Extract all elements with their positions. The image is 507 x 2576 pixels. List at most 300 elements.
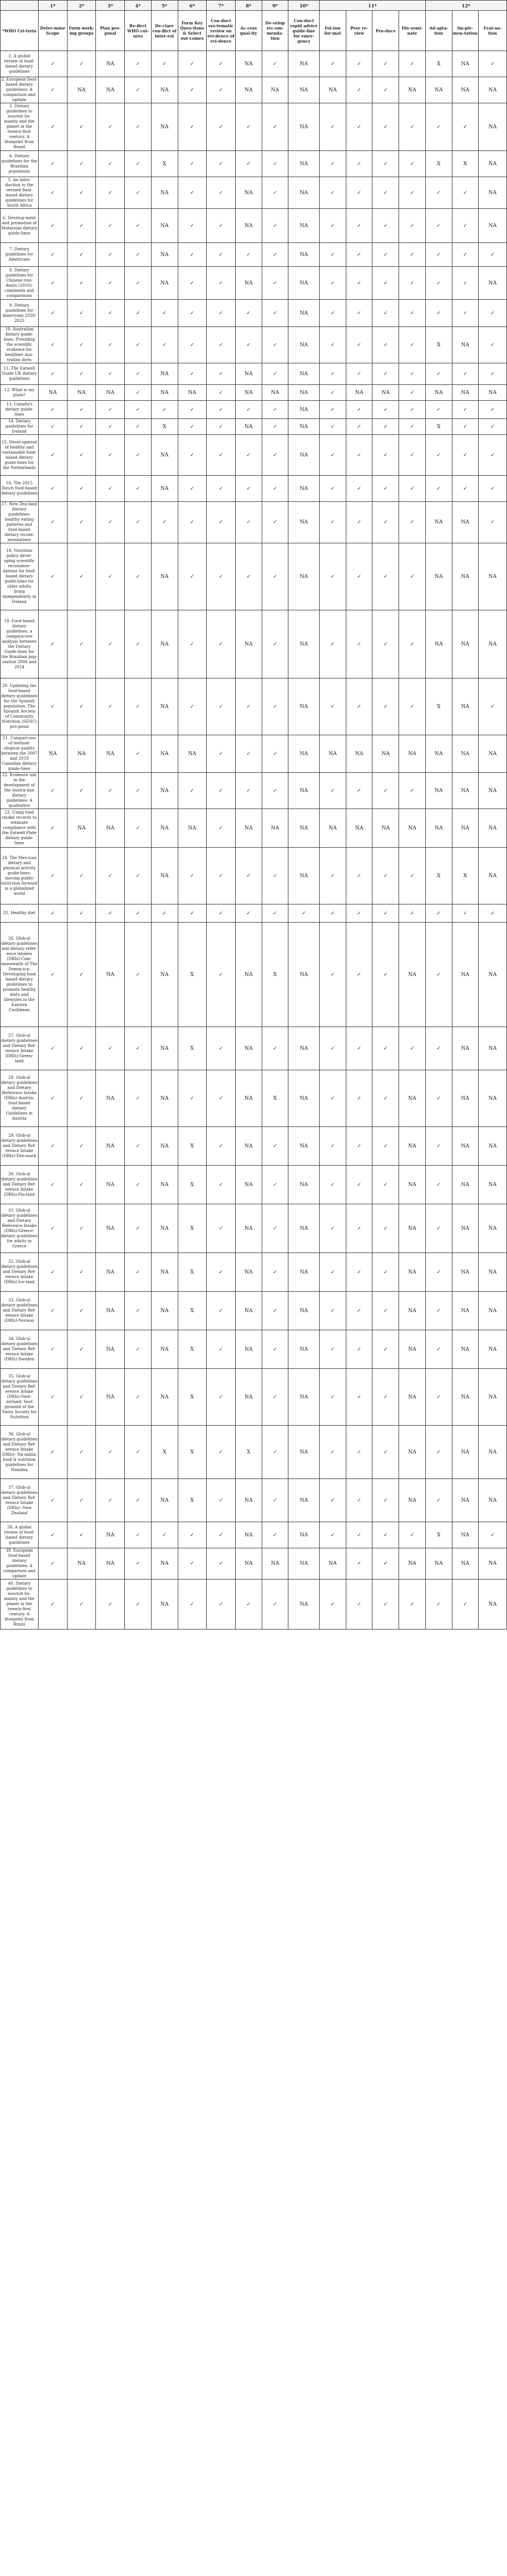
criteria-cell: ✓ [425,209,452,243]
criteria-cell: ✓ [320,678,346,735]
guideline-cell: 23. Using food intake records to estimate compliance with the Eatwell Plate dietary guide-lines [1,809,39,848]
header-number-10: 10* [288,1,320,11]
criteria-cell: ✓ [399,610,426,678]
table-row [1,809,507,848]
criteria-cell: ✓ [125,1522,152,1548]
criteria-cell: ✓ [67,476,96,502]
criteria-cell: ✓ [207,435,236,476]
criteria-cell: ✓ [346,419,372,435]
criteria-cell: NA [452,1253,479,1292]
criteria-cell: ✓ [67,1166,96,1204]
guideline-cell: 12. What is my plate? [1,385,39,401]
criteria-cell: NA [67,809,96,848]
criteria-cell: ✓ [346,209,372,243]
criteria-cell: ✓ [125,1580,152,1630]
criteria-cell: ✓ [235,678,262,735]
criteria-cell: NA [288,502,320,543]
criteria-cell: NA [479,103,507,151]
criteria-cell: ✓ [96,363,125,385]
criteria-cell: NA [288,848,320,904]
criteria-cell: ✓ [207,678,236,735]
criteria-cell: NA [372,735,399,773]
criteria-cell: ✓ [38,103,67,151]
criteria-cell: NA [479,1253,507,1292]
criteria-cell: ✓ [96,419,125,435]
criteria-cell: NA [288,773,320,809]
criteria-cell: NA [320,77,346,103]
criteria-cell: NA [178,385,207,401]
criteria-cell: ✓ [452,267,479,300]
table-row [1,1253,507,1292]
criteria-cell: ✓ [372,476,399,502]
criteria-cell: ✓ [262,151,288,177]
criteria-cell: X [178,1253,207,1292]
criteria-cell: ✓ [38,151,67,177]
criteria-cell: ✓ [207,1070,236,1127]
criteria-cell: ✓ [235,543,262,610]
criteria-cell: ✓ [320,502,346,543]
criteria-cell: NA [479,151,507,177]
criteria-cell: ✓ [320,243,346,267]
table-row [1,543,507,610]
guideline-cell: 33. Glob-al dietary guidelines and Dietary Ref-erence Intake (DRIs)-Norway [1,1292,39,1330]
criteria-cell: ✓ [96,904,125,923]
criteria-cell: ✓ [125,1253,152,1292]
criteria-cell: ✓ [207,151,236,177]
criteria-cell: ✓ [320,1479,346,1522]
header-number-1: 1* [38,1,67,11]
criteria-cell: ✓ [207,610,236,678]
table-row [1,1548,507,1580]
criteria-cell: ✓ [178,435,207,476]
column-header-develop-recommendation: De-velop rec-om-menda-tion [262,11,288,51]
criteria-cell: ✓ [38,419,67,435]
criteria-cell: ✓ [452,401,479,419]
guideline-cell: 16. The 2015 Dutch food-based dietary guidelines [1,476,39,502]
criteria-cell: ✓ [207,419,236,435]
criteria-cell: X [262,923,288,1027]
criteria-cell: ✓ [399,103,426,151]
criteria-cell: ✓ [125,51,152,77]
criteria-cell: ✓ [262,1479,288,1522]
criteria-cell: ✓ [207,363,236,385]
guideline-cell: 2. European food-based dietary guidelines: A comparison and update [1,77,37,102]
criteria-cell: X [425,151,452,177]
criteria-cell: ✓ [67,610,96,678]
criteria-cell: ✓ [67,435,96,476]
criteria-cell: ✓ [125,103,152,151]
criteria-cell: X [178,1027,207,1070]
criteria-cell: X [178,1292,207,1330]
criteria-cell: ✓ [125,1479,152,1522]
table-row [1,419,507,435]
criteria-cell: ✓ [346,51,372,77]
criteria-cell: ✓ [425,1204,452,1253]
criteria-cell: ✓ [207,1204,236,1253]
criteria-cell: NA [235,209,262,243]
criteria-cell: NA [262,77,288,103]
table-row [1,151,507,177]
guideline-cell: 22. Evidence use in the development of the Austra-lian dietary guidelines: A qualitative [1,773,39,809]
criteria-cell: ✓ [399,1522,426,1548]
criteria-cell: NA [151,1330,178,1369]
criteria-cell: NA [96,1522,125,1548]
criteria-cell: ✓ [399,300,426,327]
criteria-cell: ✓ [38,209,67,243]
criteria-cell: NA [346,385,372,401]
criteria-cell: NA [399,1330,426,1369]
criteria-cell: ✓ [479,476,507,502]
guideline-cell: 39. European food-based dietary guidelines: A comparison and update [1,1548,39,1580]
criteria-cell: ✓ [67,543,96,610]
criteria-cell: ✓ [96,327,125,363]
criteria-cell: ✓ [207,1522,236,1548]
criteria-cell: X [425,51,452,77]
table-row [1,1127,507,1166]
criteria-cell: ✓ [178,1070,207,1127]
header-number-12: 12* [425,1,506,11]
criteria-cell: ✓ [262,904,288,923]
criteria-cell: ✓ [372,848,399,904]
criteria-cell: ✓ [320,543,346,610]
criteria-cell: ✓ [346,401,372,419]
criteria-cell: ✓ [207,1166,236,1204]
criteria-cell: X [178,923,207,1027]
criteria-cell: NA [479,1166,507,1204]
table-row [1,300,507,327]
criteria-cell: ✓ [235,300,262,327]
criteria-cell: ✓ [125,327,152,363]
criteria-cell: NA [67,385,96,401]
criteria-cell: ✓ [262,610,288,678]
criteria-cell: NA [452,1166,479,1204]
guideline-cell: 31. Glob-al dietary guidelines and Dietary Reference Intake (DRIs)-Greece: dietary guidelines for adults in Greece [1,1204,39,1253]
guideline-cell: 38. A global review of food-based dietary guidelines [1,1522,39,1548]
criteria-cell: ✓ [452,243,479,267]
criteria-cell: ✓ [151,300,178,327]
criteria-cell: ✓ [178,103,207,151]
criteria-cell: NA [452,77,479,103]
criteria-cell: ✓ [207,809,236,848]
criteria-cell: ✓ [452,300,479,327]
criteria-cell: ✓ [125,1548,152,1580]
criteria-cell: NA [96,1204,125,1253]
criteria-cell: ✓ [262,735,288,773]
criteria-cell: ✓ [320,363,346,385]
criteria-cell: NA [151,773,178,809]
criteria-cell: ✓ [207,1369,236,1426]
criteria-cell: ✓ [38,809,67,848]
criteria-cell: ✓ [372,1292,399,1330]
criteria-cell: ✓ [207,923,236,1027]
criteria-cell: NA [479,177,507,209]
criteria-cell: NA [235,1369,262,1426]
criteria-cell: NA [288,1070,320,1127]
criteria-cell: ✓ [346,363,372,385]
criteria-cell: ✓ [346,923,372,1027]
criteria-cell: ✓ [38,476,67,502]
guideline-cell: 14. Dietary guidelines for Ireland [1,419,39,435]
criteria-cell: ✓ [372,151,399,177]
criteria-cell: NA [288,543,320,610]
table-row [1,1369,507,1426]
criteria-cell: ✓ [425,435,452,476]
criteria-cell: NA [96,51,125,77]
guideline-cell: 5. An intro-duction to the revised food-based dietary guidelines for South Africa [1,177,39,209]
criteria-cell: ✓ [96,678,125,735]
criteria-cell: ✓ [125,401,152,419]
criteria-cell: ✓ [207,1127,236,1166]
criteria-cell: ✓ [320,419,346,435]
criteria-cell: ✓ [151,51,178,77]
criteria-cell: ✓ [399,51,426,77]
criteria-cell: ✓ [235,243,262,267]
criteria-cell: ✓ [425,300,452,327]
criteria-cell: NA [346,735,372,773]
criteria-cell: ✓ [38,1548,67,1580]
guideline-cell: 25. Healthy diet [1,904,39,923]
criteria-cell: ✓ [372,267,399,300]
criteria-cell: NA [96,385,125,401]
criteria-cell: ✓ [125,904,152,923]
criteria-cell: NA [151,1479,178,1522]
criteria-cell: ✓ [125,1369,152,1426]
criteria-cell: ✓ [96,401,125,419]
criteria-cell: ✓ [151,904,178,923]
criteria-cell: NA [151,1369,178,1426]
column-header-adaptation: Ad-apta-tion [425,11,452,51]
guideline-cell: 35. Glob-al dietary guidelines and Dietary Ref-erence Intake (DRIs)-Swit-zerland: food pyramid of the Swiss Society for Nutrition [1,1369,39,1426]
criteria-cell: ✓ [151,401,178,419]
criteria-cell: ✓ [452,363,479,385]
criteria-cell: NA [235,1204,262,1253]
criteria-cell: ✓ [96,502,125,543]
criteria-cell: ✓ [425,1369,452,1426]
column-header-rapid-advice: Con-duct rapid advice guide-line for emer-gency [288,11,320,51]
criteria-cell: ✓ [425,1253,452,1292]
criteria-cell: NA [452,1479,479,1522]
criteria-cell: ✓ [346,502,372,543]
criteria-cell: ✓ [67,267,96,300]
criteria-cell: ✓ [346,1253,372,1292]
criteria-cell: ✓ [346,1479,372,1522]
criteria-cell: ✓ [346,1027,372,1070]
criteria-cell: ✓ [125,773,152,809]
guideline-cell: 13. Canada's dietary guide-lines [1,401,39,419]
criteria-cell: ✓ [425,1166,452,1204]
criteria-cell: ✓ [96,1479,125,1522]
criteria-cell: ✓ [262,848,288,904]
criteria-cell: NA [288,51,320,77]
criteria-cell: NA [479,923,507,1027]
criteria-cell: NA [288,267,320,300]
criteria-cell: ✓ [125,848,152,904]
criteria-cell: ✓ [346,177,372,209]
criteria-cell: ✓ [399,773,426,809]
criteria-cell: NA [288,1479,320,1522]
criteria-cell: ✓ [38,435,67,476]
criteria-cell: NA [452,1426,479,1479]
criteria-cell: ✓ [399,904,426,923]
criteria-cell: X [178,1166,207,1204]
criteria-cell: NA [288,1426,320,1479]
criteria-cell: NA [479,1548,507,1580]
criteria-cell: NA [288,419,320,435]
criteria-cell: NA [425,809,452,848]
criteria-cell: ✓ [262,476,288,502]
criteria-cell: ✓ [178,1548,207,1580]
criteria-cell: ✓ [372,77,399,103]
criteria-cell: ✓ [125,435,152,476]
criteria-cell: ✓ [372,1070,399,1127]
criteria-cell: ✓ [38,610,67,678]
criteria-cell: ✓ [38,1204,67,1253]
criteria-cell: NA [235,267,262,300]
criteria-cell: ✓ [399,177,426,209]
criteria-cell: ✓ [151,502,178,543]
criteria-cell: ✓ [178,267,207,300]
criteria-cell: ✓ [235,476,262,502]
criteria-cell: ✓ [262,773,288,809]
criteria-cell: ✓ [372,243,399,267]
criteria-cell: NA [399,1548,426,1580]
criteria-cell: NA [479,1369,507,1426]
criteria-cell: NA [151,678,178,735]
criteria-cell: NA [235,1253,262,1292]
criteria-cell: ✓ [320,267,346,300]
criteria-cell: X [425,419,452,435]
column-header-follow-format: Fol-low for-mat [320,11,346,51]
table-row [1,1070,507,1127]
criteria-cell: ✓ [207,1426,236,1479]
criteria-cell: ✓ [38,1330,67,1369]
criteria-cell: ✓ [235,103,262,151]
criteria-cell: ✓ [288,904,320,923]
criteria-cell: ✓ [38,1479,67,1522]
criteria-cell: ✓ [346,1330,372,1369]
criteria-cell: ✓ [67,502,96,543]
criteria-cell: NA [235,419,262,435]
criteria-cell: ✓ [372,419,399,435]
criteria-cell: NA [288,401,320,419]
criteria-cell: ✓ [96,243,125,267]
criteria-cell: NA [151,363,178,385]
criteria-cell: NA [235,385,262,401]
criteria-cell: ✓ [372,1426,399,1479]
criteria-cell: NA [479,543,507,610]
criteria-cell: ✓ [425,363,452,385]
criteria-cell: NA [452,773,479,809]
table-row [1,77,507,103]
criteria-cell: ✓ [399,678,426,735]
criteria-cell: ✓ [207,1027,236,1070]
criteria-cell: NA [288,1548,320,1580]
criteria-cell: ✓ [67,401,96,419]
criteria-cell: ✓ [125,1127,152,1166]
criteria-cell: NA [151,543,178,610]
criteria-cell: NA [151,103,178,151]
criteria-cell: ✓ [178,1580,207,1630]
criteria-cell: NA [67,77,96,103]
criteria-cell: ✓ [207,1548,236,1580]
criteria-cell: ✓ [38,1369,67,1426]
criteria-cell: ✓ [372,363,399,385]
criteria-cell: ✓ [125,1426,152,1479]
criteria-cell: ✓ [125,1292,152,1330]
criteria-cell: ✓ [320,151,346,177]
criteria-cell: ✓ [346,1426,372,1479]
criteria-cell: NA [452,610,479,678]
criteria-cell: ✓ [125,1070,152,1127]
criteria-cell: ✓ [262,267,288,300]
criteria-cell: NA [151,243,178,267]
criteria-cell: ✓ [67,1426,96,1479]
criteria-cell: ✓ [452,103,479,151]
criteria-cell: NA [399,1253,426,1292]
table-row [1,401,507,419]
criteria-cell: ✓ [262,209,288,243]
criteria-cell: ✓ [425,1070,452,1127]
criteria-cell: NA [452,678,479,735]
criteria-cell: NA [288,300,320,327]
criteria-cell: NA [452,327,479,363]
criteria-cell: NA [288,1253,320,1292]
criteria-cell: NA [479,77,507,103]
criteria-cell: NA [288,610,320,678]
criteria-cell: ✓ [125,177,152,209]
criteria-cell: ✓ [346,300,372,327]
criteria-cell: X [178,1479,207,1522]
header-number-2: 2* [67,1,96,11]
header-number-8: 8* [235,1,262,11]
header-number-9: 9* [262,1,288,11]
criteria-cell: NA [288,1127,320,1166]
criteria-cell: ✓ [207,1292,236,1330]
criteria-cell: ✓ [320,177,346,209]
criteria-cell: NA [151,610,178,678]
table-row [1,209,507,243]
criteria-cell: ✓ [425,1426,452,1479]
criteria-cell: NA [452,735,479,773]
criteria-cell: ✓ [346,267,372,300]
criteria-cell: ✓ [178,502,207,543]
criteria-cell: NA [288,177,320,209]
criteria-cell: NA [96,1369,125,1426]
criteria-cell: ✓ [320,1522,346,1548]
table-row [1,1292,507,1330]
criteria-cell: ✓ [320,51,346,77]
criteria-cell: ✓ [346,1580,372,1630]
criteria-cell: ✓ [96,300,125,327]
criteria-cell: X [178,1369,207,1426]
guideline-cell: 21. Compari-son of method-ological quality between the 2007 and 2019 Canadian dietary guide-lines [1,735,39,773]
criteria-cell: NA [452,923,479,1027]
column-header-who-criteria: *WHO Cri-teria [1,11,39,51]
criteria-cell: ✓ [235,435,262,476]
criteria-cell: ✓ [320,1027,346,1070]
criteria-cell: NA [178,809,207,848]
criteria-cell: ✓ [262,678,288,735]
criteria-cell: ✓ [178,77,207,103]
table-row [1,476,507,502]
criteria-cell: ✓ [452,1580,479,1630]
criteria-cell: ✓ [346,103,372,151]
criteria-cell: NA [38,385,67,401]
criteria-cell: ✓ [425,476,452,502]
criteria-cell: ✓ [262,1027,288,1070]
criteria-cell: ✓ [399,209,426,243]
criteria-cell: ✓ [125,735,152,773]
